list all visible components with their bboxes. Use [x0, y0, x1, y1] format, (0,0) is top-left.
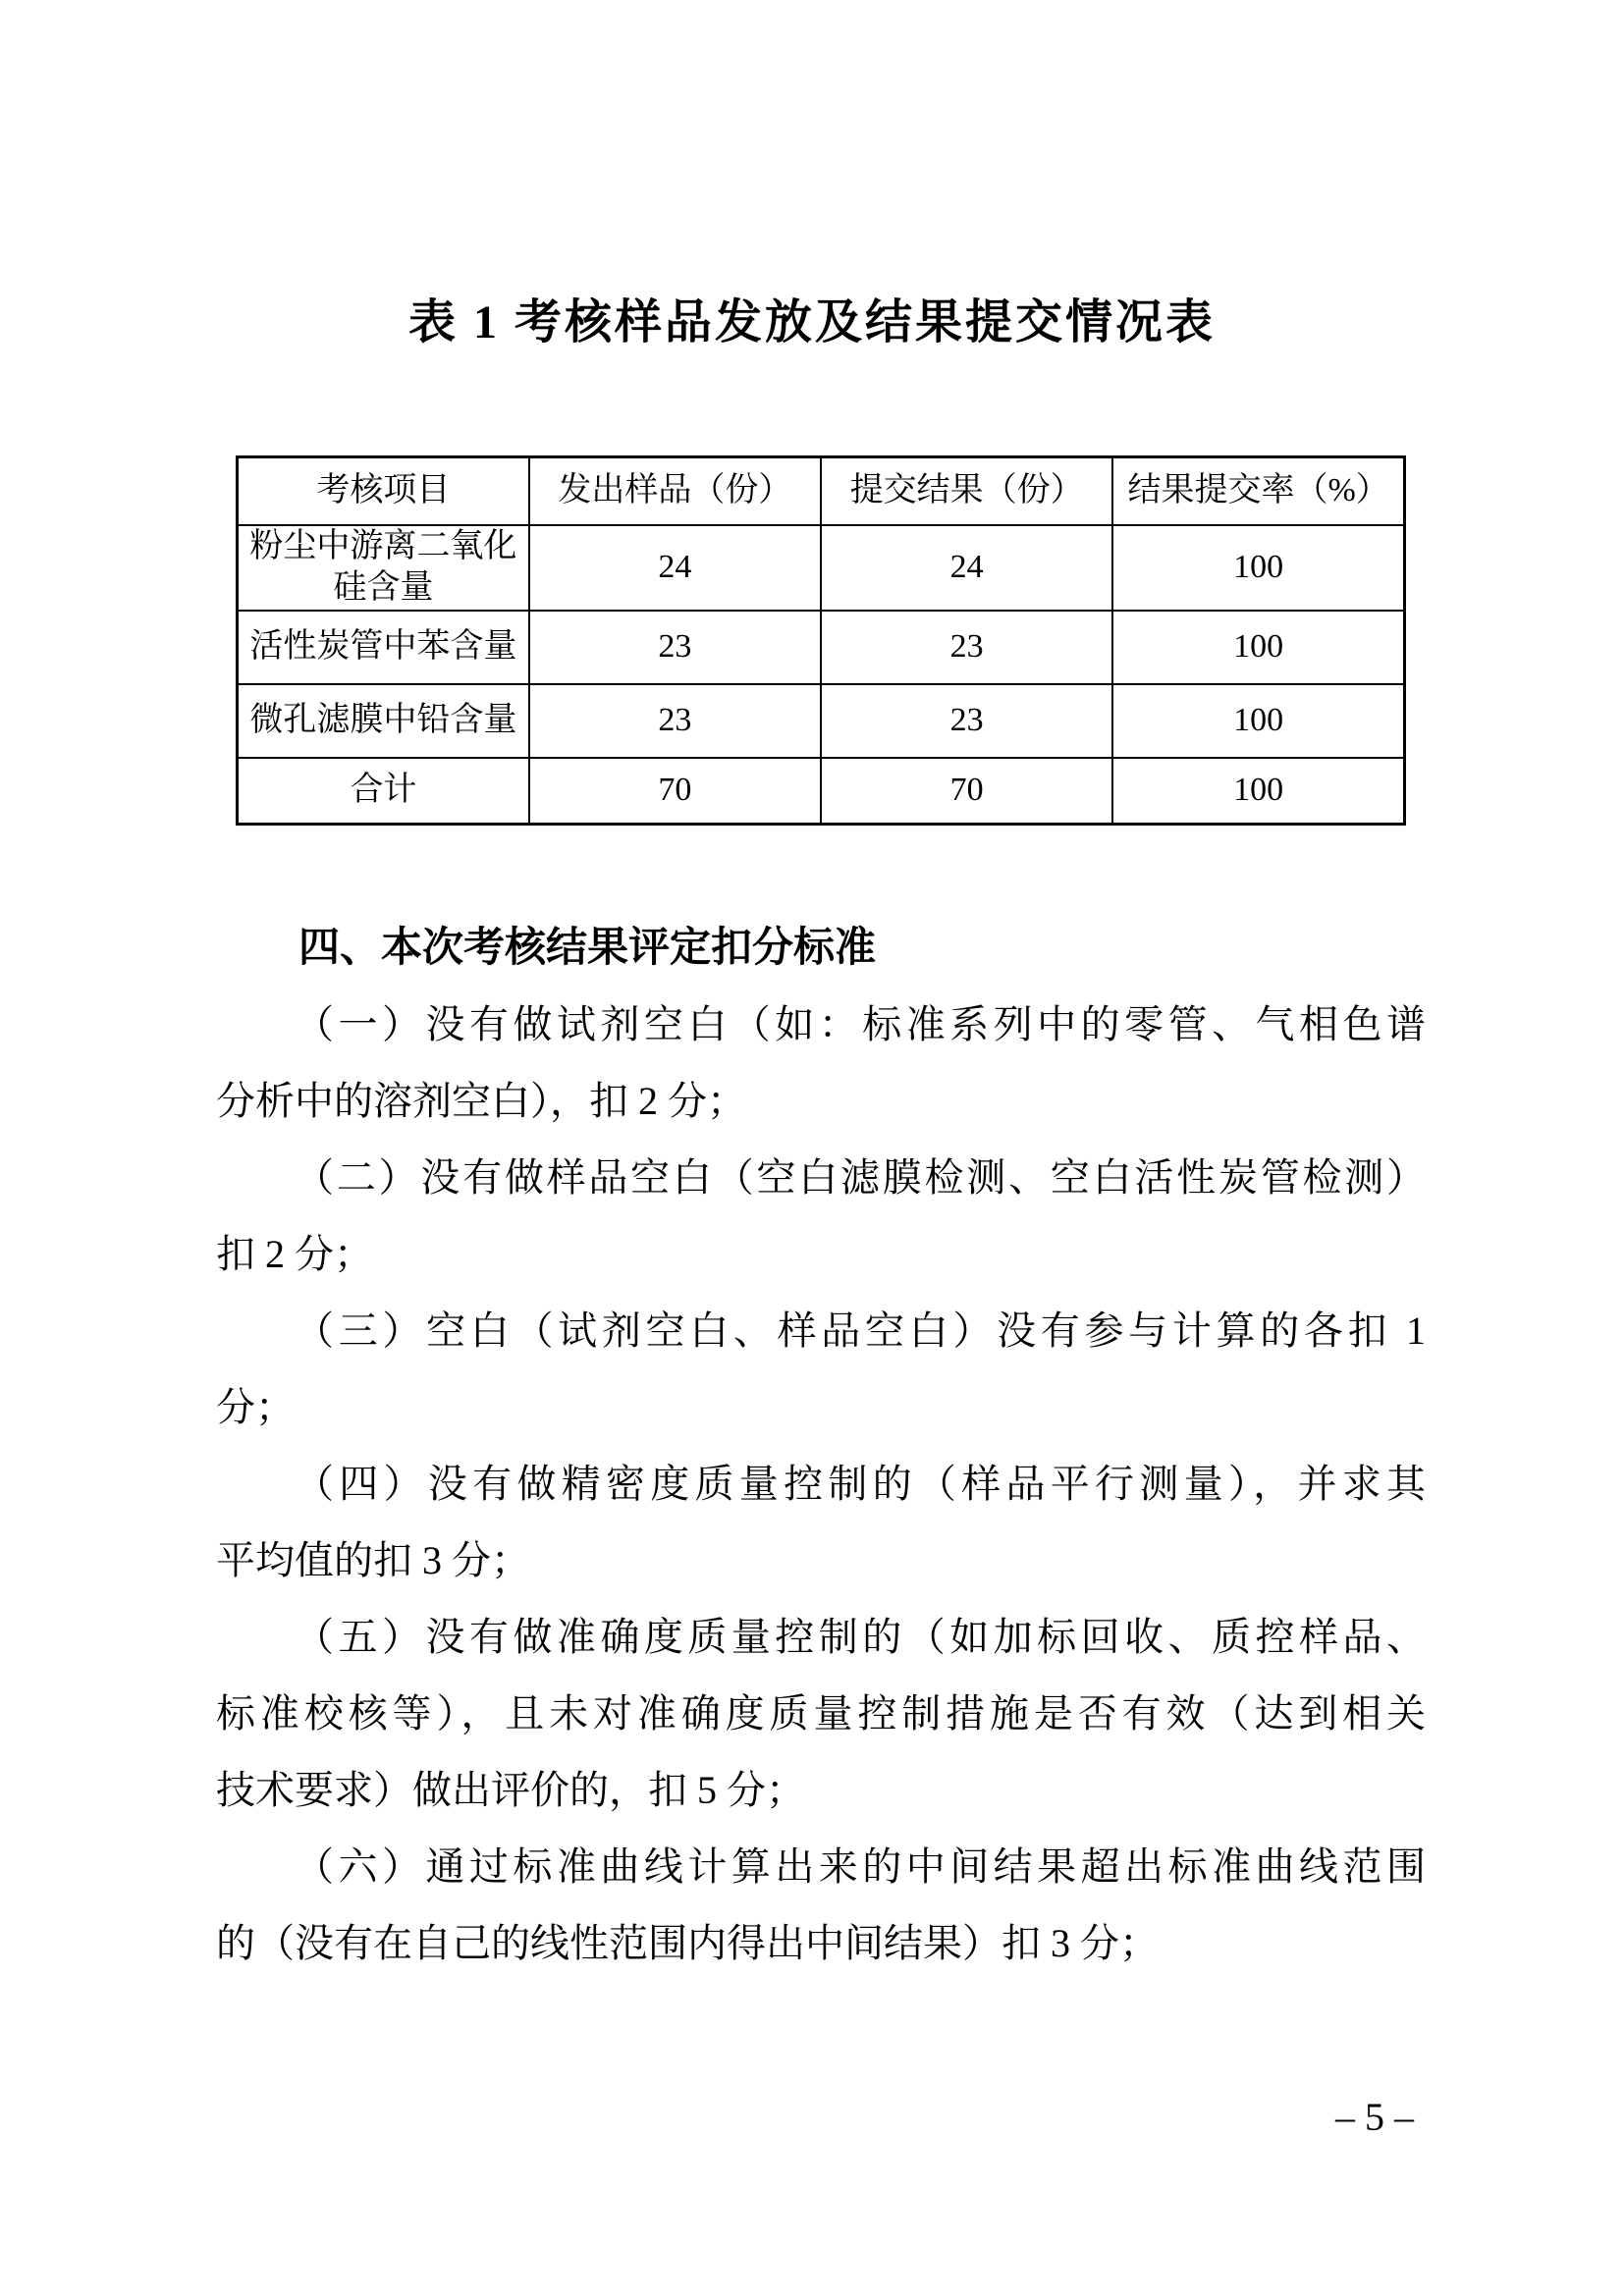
sample-stats-table — [236, 455, 1406, 826]
table-cell: 合计 — [238, 758, 529, 825]
paragraph-line: 的（没有在自己的线性范围内得出中间结果）扣 3 分； — [216, 1921, 1159, 1965]
section-heading: 四、本次考核结果评定扣分标准 — [298, 926, 877, 971]
table-row — [238, 611, 1405, 684]
page-title: 表 1 考核样品发放及结果提交情况表 — [407, 296, 1216, 348]
table-cell: 70 — [529, 758, 821, 825]
paragraph-line: 标准校核等），且未对准确度质量控制措施是否有效（达到相关 — [216, 1691, 1426, 1735]
paragraph-line: （三）空白（试剂空白、样品空白）没有参与计算的各扣 1 — [295, 1308, 1426, 1353]
table-cell: 23 — [529, 611, 821, 684]
paragraph-line: （六）通过标准曲线计算出来的中间结果超出标准曲线范围 — [295, 1844, 1426, 1889]
table-cell: 100 — [1112, 611, 1404, 684]
column-header: 发出样品（份） — [529, 457, 821, 525]
table-row — [238, 758, 1405, 825]
table-header-row — [238, 457, 1405, 525]
table-cell: 粉尘中游离二氧化硅含量 — [238, 525, 529, 611]
table-cell: 23 — [821, 611, 1112, 684]
paragraph-line: （四）没有做精密度质量控制的（样品平行测量），并求其 — [295, 1462, 1426, 1506]
paragraph-line: 扣 2 分； — [216, 1232, 373, 1276]
paragraph-line: 平均值的扣 3 分； — [216, 1538, 530, 1582]
paragraph-line: 分析中的溶剂空白），扣 2 分； — [216, 1079, 746, 1123]
table-row — [238, 525, 1405, 611]
table-cell: 微孔滤膜中铅含量 — [238, 684, 529, 758]
column-header: 结果提交率（%） — [1112, 457, 1404, 525]
table-cell: 70 — [821, 758, 1112, 825]
paragraph-line: 分； — [216, 1385, 295, 1429]
table-cell: 活性炭管中苯含量 — [238, 611, 529, 684]
paragraph-line: （二）没有做样品空白（空白滤膜检测、空白活性炭管检测） — [295, 1155, 1426, 1200]
table-row — [238, 684, 1405, 758]
paragraph-line: 技术要求）做出评价的，扣 5 分； — [216, 1768, 805, 1812]
table-cell: 100 — [1112, 525, 1404, 611]
table-cell: 24 — [529, 525, 821, 611]
paragraph-line: （五）没有做准确度质量控制的（如加标回收、质控样品、 — [295, 1615, 1426, 1659]
table-cell: 100 — [1112, 758, 1404, 825]
column-header: 考核项目 — [238, 457, 529, 525]
table-cell: 23 — [529, 684, 821, 758]
page-number: – 5 – — [1335, 2095, 1414, 2139]
table-cell: 23 — [821, 684, 1112, 758]
paragraph-line: （一）没有做试剂空白（如：标准系列中的零管、气相色谱 — [295, 1002, 1426, 1046]
table-cell: 24 — [821, 525, 1112, 611]
body-text-block — [216, 910, 1426, 1982]
column-header: 提交结果（份） — [821, 457, 1112, 525]
table-cell: 100 — [1112, 684, 1404, 758]
